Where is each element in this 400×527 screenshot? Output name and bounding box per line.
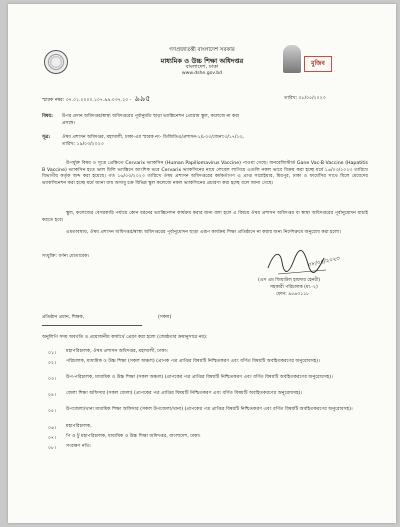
department-website: www.dshe.gov.bd [181,71,223,76]
source-text: ঔষধ প্রশাসন অধিদপ্তর, মহাখালী, ঢাকা-এর স্মারক নং- ডিজিডিএ/প্রশাসন-১/৮০৩/জেনা:৩/১৭/১৩, [62,135,244,140]
copy-item: পি ও টু মহাপরিচালক, মাধ্যমিক ও উচ্চ শিক্ষা অধিদপ্তর, বাংলাদেশ, ঢাকা। [66,434,201,439]
signatory-name: (এস এম জিয়াউল হায়দার হেনরী) [258,278,321,283]
signature-date: ০৮/০৫/২০২৩ [307,255,341,269]
govt-name: গণপ্রজাতন্ত্রী বাংলাদেশ সরকার [169,47,235,53]
source-label: সূত্র: [42,135,51,140]
copy-number: ০৫। [48,409,56,414]
copy-item: পরিচালক, মাধ্যমিক ও উচ্চ শিক্ষা (সকল অঞ্চল) (প্রাপক পত্র প্রাপ্তির বিষয়টি নিশ্চিতকরণ এবং বর্ণিত বিষয়টি অবহিতকরণের অনুরোধসহ)। [66,359,320,364]
department-name: মাধ্যমিক ও উচ্চ শিক্ষা অধিদপ্তর [160,57,244,65]
body-paragraph-2: স্কুল, কলেজের বেসরকারি পর্যায়ে কোন ধরনের ভ্যাক্সিনেশন কার্যক্রম করার জন্য বলা হলে এ বিষয়ে ঔষধ প্রশাসন অধিদপ্তর বা স্বাস্থ্য অধিদপ্তরের পূর্বানুমোদন যাচাই করতে হবে। [42,211,368,223]
attachment-note: সংযুক্তি: বর্ণনা মোতাবেক। [42,254,90,259]
copy-number: ০৭। [48,436,56,441]
signatory-phone: ফোন: ৯৫৬৩১১৮ [276,292,310,297]
copy-number: ০৪। [48,393,56,398]
copy-number: ০৬। [48,426,56,431]
subject-label: বিষয়: [42,114,53,119]
recipient-all: (সকল) [158,315,172,320]
subject-text: উপর প্রদান অধিদপ্তর/স্বাস্থ্য অধিদপ্তরের পূর্বানুমতি ছাড়া ভ্যাক্সিনেশন প্রোগ্রাম স্কুল, কলেজে না করা [62,114,240,119]
portrait-image [283,45,301,73]
copy-item: উপজেলা/থানা মাধ্যমিক শিক্ষা অফিসার (সকল উপজেলা/থানা) (প্রাপকের পত্র প্রাপ্তির বিষয়টি নিশ্চিতকরণ এবং বর্ণিত বিষয়টি অবহিতকরণের অনুরোধসহ)। [66,407,353,412]
document-page [8,4,396,523]
mujib-year-logo: মুজিব [304,56,332,72]
divider-line [42,325,142,326]
copy-header: অনুলিপি সদয় অবগতি ও প্রয়োজনীয় কার্যার্থে প্রেরণ করা হলো (জ্যেষ্ঠতার ক্রমানুসারে নয়): [42,335,208,340]
copy-number: ০১। [48,351,56,356]
signatory-title: সহকারী পরিচালক (মা.-২) [270,285,318,290]
memo-reference-number: ৯৯৫ [134,94,151,103]
copy-number: ০৩। [48,377,56,382]
body-paragraph-3: এমতাবস্থায়, ঔষধ প্রশাসন অধিদপ্তর/স্বাস্থ্য অধিদপ্তরের পূর্বানুমোদন ছাড়া এরূপ কার্যক্রম শিক্ষা প্রতিষ্ঠানে না করার জন্য নির্দেশক্রমে অনুরোধ করা হলো। [66,230,341,235]
copy-item: জেলা শিক্ষা অফিসার (সকল জেলা) (প্রাপকের পত্র প্রাপ্তির বিষয়টি নিশ্চিতকরণ এবং বর্ণিত বিষয়টি অবহিতকরণের অনুরোধসহ)। [66,391,303,396]
copy-item: সংরক্ষণ নথি। [66,444,91,449]
subject-text-cont: প্রসঙ্গে। [62,121,75,126]
memo-reference-text: স্মারক নম্বর: ৩৭.০১.০০০০.১০৭.৯৯.০৩৭.২০ - [42,98,132,103]
copy-item: উপ-পরিচালক, মাধ্যমিক ও উচ্চ শিক্ষা (সকল অঞ্চল) (প্রাপকের পত্র প্রাপ্তির বিষয়টি নিশ্চিতকরণ এবং বর্ণিত বিষয়টি অবহিতকরণের অনুরোধসহ)। [66,375,333,380]
memo-reference [42,96,150,104]
department-city: বাংলাদেশ, ঢাকা [185,64,219,70]
recipient-to: প্রতিষ্ঠান প্রধান, শিক্ষক, [42,315,85,320]
copy-item: মহাপরিচালক, ঔষধ প্রশাসন অধিদপ্তর, মহাখালী, ঢাকা। [66,349,168,354]
copy-item: মহাপরিচালক, [66,424,92,429]
copy-number: ০২। [48,361,56,366]
body-paragraph-1: উপর্যুক্ত বিষয় ও সূত্রে প্রেক্ষিতে Cervarix ভ্যাকসিন (Human Papillomavirus Vaccine) পাওয়া গেছে। অনরেজিস্টার্ড Gane Vac-B Vaccine (Hapatitis B Vaccine) ভ্যাকসিন হতে ভাল মিলি ভ্যাক্সিনে আংশিক ভরে Cervarix ভ্যাকসিনের নামে লেবেল লাগিয়ে এগুলি নকল ভাবে বিক্রয় করা হচ্ছে মর্মে ১৬/০৩/২০২৩ তারিখে বিভাগীয় কর্তৃক জব্দ করা হয়েছে। গত ১৬/০৩/২০২৩ তারিখে ঔষধ প্রশাসন অধিদপ্তরের কর্মকর্তাগণ এ প্রাপ্ত সাপ্লাইয়ার, মিরপুর, ঢাকা ও ফার্মেসির সাথে মিলে মেয়েদের ভ্যাকসিনেশন করা হচ্ছে মর্মে জানা যায় অসাধু চক্র বিভিন্ন স্কুল কলেজে নকল ভ্যাকসিনের প্রচারণা করা হচ্ছে বলে জানা গেছে। [42,161,368,186]
copy-number: ০৮। [48,446,56,451]
memo-date: তারিখ: ০৮/০৫/২০২৩ [284,96,326,101]
source-text-cont: তারিখ: ১৯/০৩/২০২৩ [62,142,104,147]
